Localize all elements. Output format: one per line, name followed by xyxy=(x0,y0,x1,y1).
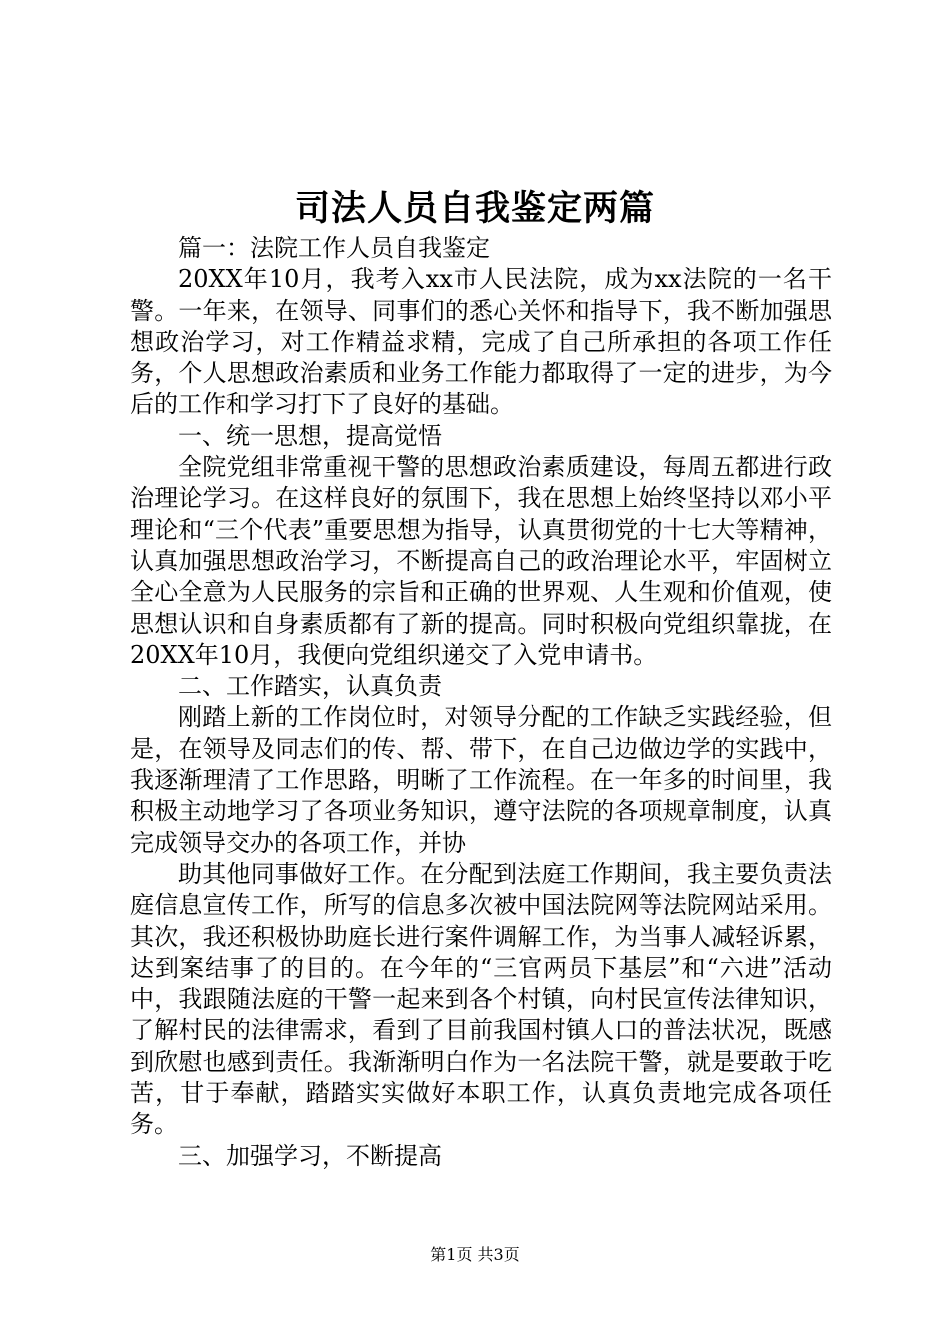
document-title: 司法人员自我鉴定两篇 xyxy=(294,188,655,229)
section-heading-2: 二、工作踏实，认真负责 xyxy=(178,672,442,701)
paragraph-court-work: 助其他同事做好工作。在分配到法庭工作期间，我主要负责法庭信息宣传工作，所写的信息多次被中国法院网等法院网站采用。其次，我还积极协助庭长进行案件调解工作，为当事人减轻诉累，达到案结事了的目的。在今年的“三官两员下基层”和“六进”活动中，我跟随法庭的干警一起来到各个村镇，向村民宣传法律知识，了解村民的法律需求，看到了目前我国村镇人口的普法状况，既感到欣慰也感到责任。我渐渐明白作为一名法院干警，就是要敢于吃苦，甘于奉献，踏踏实实做好本职工作，认真负责地完成各项任务。 xyxy=(130,859,832,1139)
paragraph-intro: 20XX年10月，我考入xx市人民法院，成为xx法院的一名干警。一年来，在领导、同事们的悉心关怀和指导下，我不断加强思想政治学习，对工作精益求精，完成了自己所承担的各项工作任务，个人思想政治素质和业务工作能力都取得了一定的进步，为今后的工作和学习打下了良好的基础。 xyxy=(130,265,832,419)
section-heading-part-one: 篇一：法院工作人员自我鉴定 xyxy=(178,234,490,262)
section-heading-1: 一、统一思想，提高觉悟 xyxy=(178,421,442,450)
document-body xyxy=(130,233,832,1172)
paragraph-political-study: 全院党组非常重视干警的思想政治素质建设，每周五都进行政治理论学习。在这样良好的氛围下，我在思想上始终坚持以邓小平理论和“三个代表”重要思想为指导，认真贯彻党的十七大等精神，认真加强思想政治学习，不断提高自己的政治理论水平，牢固树立全心全意为人民服务的宗旨和正确的世界观、人生观和价值观，使思想认识和自身素质都有了新的提高。同时积极向党组织靠拢，在20XX年10月，我便向党组织递交了入党申请书。 xyxy=(130,453,832,669)
page-number-footer: 第1页 共3页 xyxy=(430,1245,520,1264)
section-heading-3: 三、加强学习，不断提高 xyxy=(178,1141,442,1170)
paragraph-work-experience: 刚踏上新的工作岗位时，对领导分配的工作缺乏实践经验，但是，在领导及同志们的传、帮、带下，在自己边做边学的实践中，我逐渐理清了工作思路，明晰了工作流程。在一年多的时间里，我积极主动地学习了各项业务知识，遵守法院的各项规章制度，认真完成领导交办的各项工作，并协 xyxy=(130,703,832,857)
